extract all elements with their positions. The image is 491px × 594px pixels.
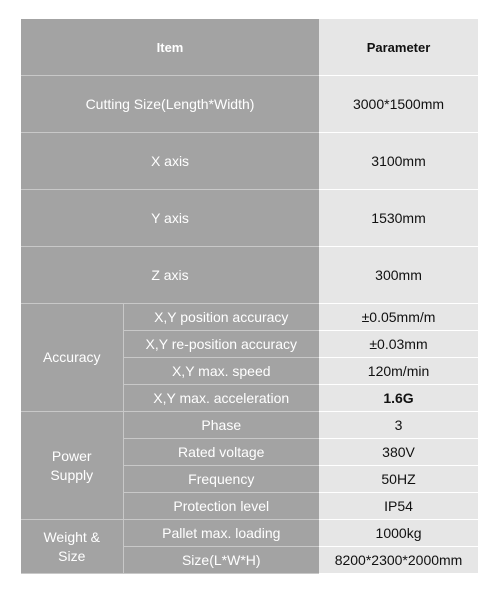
group-label-weight-size-line1: Weight & — [43, 528, 101, 545]
row-label-x-axis: X axis — [21, 133, 319, 190]
row-label-z-axis: Z axis — [21, 247, 319, 304]
table-row — [21, 133, 478, 190]
row-label-protection-level: Protection level — [123, 493, 319, 520]
row-label-frequency: Frequency — [123, 466, 319, 493]
table-row — [21, 190, 478, 247]
row-value-protection-level: IP54 — [319, 493, 478, 520]
row-label-reposition-accuracy: X,Y re-position accuracy — [123, 331, 319, 358]
row-value-rated-voltage: 380V — [319, 439, 478, 466]
row-value-cutting-size: 3000*1500mm — [319, 76, 478, 133]
table-row — [21, 304, 478, 331]
table-row — [21, 412, 478, 439]
header-parameter: Parameter — [319, 19, 478, 76]
row-label-max-speed: X,Y max. speed — [123, 358, 319, 385]
row-label-position-accuracy: X,Y position accuracy — [123, 304, 319, 331]
group-label-weight-size-line2: Size — [58, 547, 86, 564]
group-label-power-supply-line1: Power — [51, 447, 92, 464]
row-value-pallet-loading: 1000kg — [319, 520, 478, 547]
row-label-rated-voltage: Rated voltage — [123, 439, 319, 466]
table-row — [21, 76, 478, 133]
row-label-size: Size(L*W*H) — [123, 547, 319, 574]
row-label-max-acceleration: X,Y max. acceleration — [123, 385, 319, 412]
group-label-power-supply-line2: Supply — [50, 466, 94, 483]
table-row — [21, 520, 478, 547]
group-label-weight-size — [21, 520, 123, 574]
row-label-y-axis: Y axis — [21, 190, 319, 247]
row-value-reposition-accuracy: ±0.03mm — [319, 331, 478, 358]
spec-table — [21, 19, 478, 574]
row-label-cutting-size: Cutting Size(Length*Width) — [21, 76, 319, 133]
row-value-frequency: 50HZ — [319, 466, 478, 493]
row-value-max-speed: 120m/min — [319, 358, 478, 385]
row-value-x-axis: 3100mm — [319, 133, 478, 190]
group-label-accuracy-text: Accuracy — [42, 349, 101, 365]
table-row — [21, 247, 478, 304]
row-value-position-accuracy: ±0.05mm/m — [319, 304, 478, 331]
row-value-phase: 3 — [319, 412, 478, 439]
row-value-size: 8200*2300*2000mm — [319, 547, 478, 574]
group-label-power-supply — [21, 412, 123, 520]
row-label-phase: Phase — [123, 412, 319, 439]
header-item: Item — [21, 19, 319, 76]
group-label-accuracy — [21, 304, 123, 412]
row-label-pallet-loading: Pallet max. loading — [123, 520, 319, 547]
row-value-max-acceleration: 1.6G — [319, 385, 478, 412]
table-header-row — [21, 19, 478, 76]
row-value-y-axis: 1530mm — [319, 190, 478, 247]
row-value-z-axis: 300mm — [319, 247, 478, 304]
